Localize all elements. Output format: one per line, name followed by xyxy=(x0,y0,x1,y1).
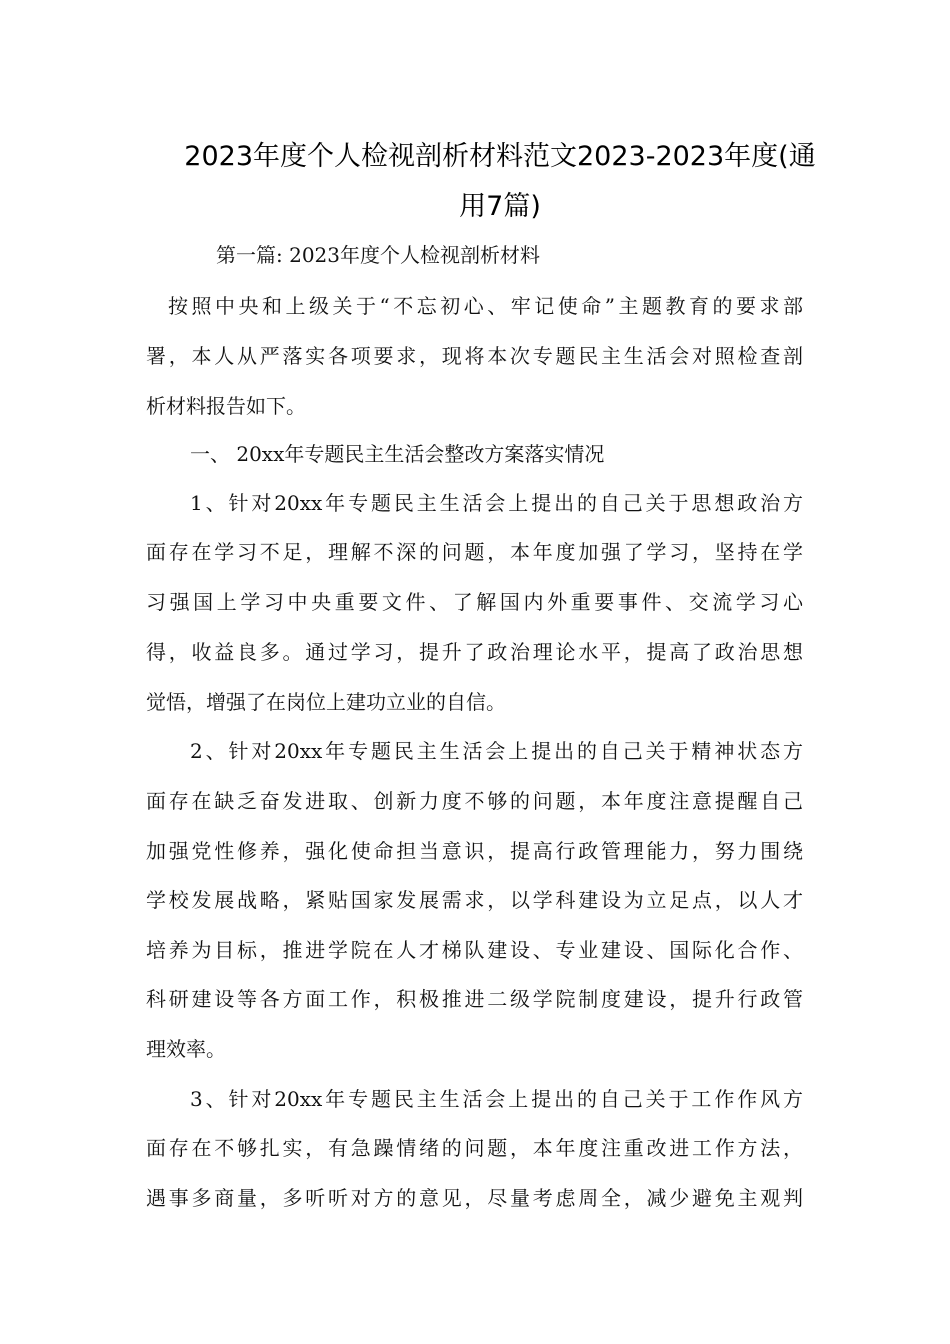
section-heading: 第一篇: 2023年度个人检视剖析材料 xyxy=(216,243,540,267)
paragraph-line: 按照中央和上级关于“不忘初心、牢记使命”主题教育的要求部 xyxy=(168,294,803,318)
paragraph-line: 面存在学习不足，理解不深的问题，本年度加强了学习，坚持在学 xyxy=(146,540,803,564)
paragraph-line: 面存在不够扎实，有急躁情绪的问题，本年度注重改进工作方法， xyxy=(146,1136,803,1160)
paragraph-line: 科研建设等各方面工作，积极推进二级学院制度建设，提升行政管 xyxy=(146,987,803,1011)
paragraph-line: 习强国上学习中央重要文件、了解国内外重要事件、交流学习心 xyxy=(146,590,803,614)
paragraph-line: 觉悟，增强了在岗位上建功立业的自信。 xyxy=(146,690,506,714)
paragraph-line: 2、针对20xx年专题民主生活会上提出的自己关于精神状态方 xyxy=(190,739,803,763)
paragraph-line: 3、针对20xx年专题民主生活会上提出的自己关于工作作风方 xyxy=(190,1087,803,1111)
paragraph-line: 理效率。 xyxy=(146,1037,226,1061)
document-title-line-2: 用7篇) xyxy=(459,191,541,222)
paragraph-line: 加强党性修养，强化使命担当意识，提高行政管理能力，努力围绕 xyxy=(146,839,803,863)
paragraph-line: 培养为目标，推进学院在人才梯队建设、专业建设、国际化合作、 xyxy=(146,938,803,962)
paragraph-line: 1、针对20xx年专题民主生活会上提出的自己关于思想政治方 xyxy=(190,491,803,515)
subsection-heading: 一、 20xx年专题民主生活会整改方案落实情况 xyxy=(190,442,605,466)
paragraph-line: 遇事多商量，多听听对方的意见，尽量考虑周全，减少避免主观判 xyxy=(146,1186,803,1210)
paragraph-line: 面存在缺乏奋发进取、创新力度不够的问题，本年度注意提醒自己 xyxy=(146,789,803,813)
document-title-line-1: 2023年度个人检视剖析材料范文2023-2023年度(通 xyxy=(184,141,816,172)
paragraph-line: 析材料报告如下。 xyxy=(146,394,306,418)
paragraph-line: 得，收益良多。通过学习，提升了政治理论水平，提高了政治思想 xyxy=(146,640,803,664)
paragraph-line: 署，本人从严落实各项要求，现将本次专题民主生活会对照检查剖 xyxy=(146,344,803,368)
paragraph-line: 学校发展战略，紧贴国家发展需求，以学科建设为立足点，以人才 xyxy=(146,888,803,912)
